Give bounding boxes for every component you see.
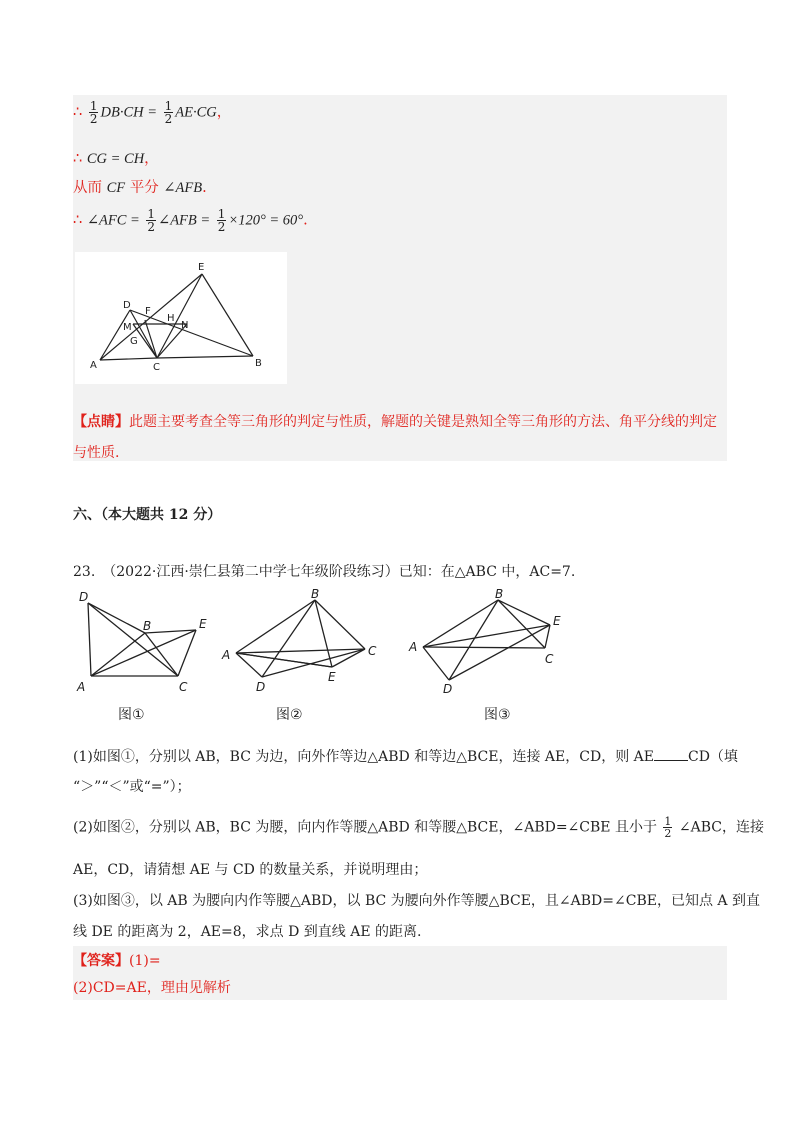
svg-text:B: B — [311, 587, 320, 601]
label-B: B — [255, 358, 262, 369]
answer-tag: 【答案】 — [73, 953, 129, 969]
label-E: E — [198, 262, 205, 273]
svg-text:E: E — [199, 617, 207, 631]
label-A: A — [90, 360, 97, 371]
svg-text:A: A — [77, 680, 86, 694]
expr: ∠AFB — [163, 180, 203, 196]
figure-2-caption: 图② — [276, 707, 303, 723]
solution-line-2: ∴ CG = CH， — [73, 151, 159, 167]
svg-text:C: C — [179, 680, 188, 694]
svg-text:D: D — [443, 682, 453, 696]
svg-text:D: D — [79, 590, 89, 604]
answer-line-1: 【答案】(1)= — [73, 953, 161, 969]
solution-line-3: 从而 CF 平分 ∠AFB. — [73, 180, 207, 196]
note-text: 此题主要考查全等三角形的判定与性质，解题的关键是熟知全等三角形的方法、角平分线的判定 — [129, 414, 717, 430]
svg-text:C: C — [545, 652, 554, 666]
svg-text:E: E — [553, 614, 561, 628]
fraction: $\frac{1}{2}$ — [664, 815, 672, 840]
fraction: $\frac{1}{2}$ — [89, 99, 98, 126]
part-1-line-2: “＞”“＜”或“=”）； — [73, 779, 191, 795]
part-2-line-1: (2)如图②，分别以 AB，BC 为腰，向内作等腰△ABD 和等腰△BCE，∠ABD=∠CBE 且小于 $\frac{1}{2}$ ∠ABC，连接 — [73, 815, 764, 840]
note-tag: 【点睛】 — [73, 414, 129, 430]
svg-text:B: B — [495, 587, 504, 601]
label-M: M — [123, 322, 132, 333]
figure-1-caption: 图① — [118, 707, 145, 723]
label-D: D — [123, 300, 131, 311]
part-3-line-2: 线 DE 的距离为 2，AE=8，求点 D 到直线 AE 的距离. — [73, 924, 422, 940]
part-2-line-2: AE，CD，请猜想 AE 与 CD 的数量关系，并说明理由； — [73, 862, 428, 878]
therefore-symbol: ∴ — [73, 104, 83, 121]
svg-text:B: B — [143, 619, 152, 633]
svg-text:A: A — [409, 640, 418, 654]
figure-3-caption: 图③ — [484, 707, 511, 723]
expr: CG = CH — [86, 151, 145, 167]
svg-text:C: C — [368, 644, 377, 658]
figure-2 — [220, 585, 390, 700]
svg-text:D: D — [256, 680, 266, 694]
question-stem: 23. （2022·江西·崇仁县第二中学七年级阶段练习）已知：在△ABC 中，AC=7. — [73, 564, 576, 580]
svg-text:E: E — [328, 670, 336, 684]
note-line-1 — [73, 411, 717, 431]
label-F: F — [145, 306, 151, 317]
expr-left: DB·CH = — [100, 104, 157, 121]
therefore-symbol: ∴ — [73, 212, 83, 229]
label-H: H — [167, 313, 175, 324]
label-G: G — [130, 336, 138, 347]
part-1-line-1: (1)如图①，分别以 AB，BC 为边，向外作等边△ABD 和等边△BCE，连接 AE，CD，则 AE CD（填 — [73, 746, 738, 766]
figure-3 — [405, 585, 585, 700]
expr: CF — [106, 180, 126, 196]
answer-line-2: (2)CD=AE，理由见解析 — [73, 980, 231, 996]
solution-line-1: ∴ $\frac{1}{2}$ DB·CH = $\frac{1}{2}$ AE·CG， — [73, 99, 232, 126]
therefore-symbol: ∴ — [73, 151, 83, 167]
note-line-2: 与性质. — [73, 445, 120, 461]
part-3-line-1: (3)如图③，以 AB 为腰向内作等腰△ABD，以 BC 为腰向外作等腰△BCE，且∠ABD=∠CBE，已知点 A 到直 — [73, 893, 760, 909]
section-title: 六、（本大题共 12 分） — [73, 507, 222, 523]
answer-blank[interactable] — [654, 746, 688, 761]
figure-1 — [73, 588, 223, 698]
label-N: N — [181, 320, 189, 331]
solution-figure — [75, 252, 287, 384]
solution-line-4: ∴ ∠AFC = $\frac{1}{2}$ ∠AFB = $\frac{1}{2}$ ×120° = 60°. — [73, 207, 308, 234]
fraction: $\frac{1}{2}$ — [164, 99, 173, 126]
svg-text:A: A — [222, 648, 231, 662]
expr-right: AE·CG — [175, 104, 217, 121]
label-C: C — [153, 362, 160, 373]
